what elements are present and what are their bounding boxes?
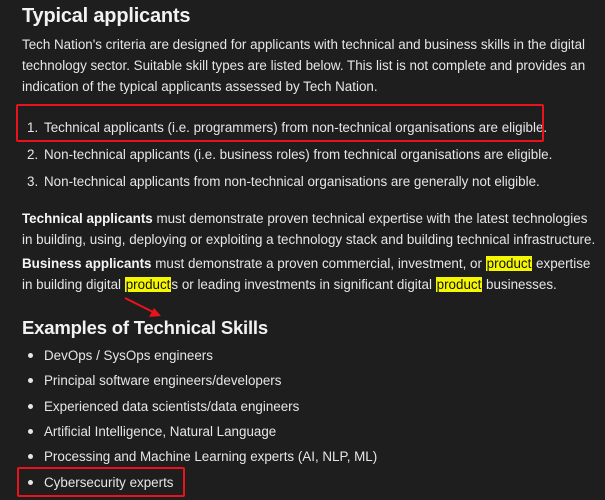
bullet-icon [28, 353, 33, 358]
list-item [28, 394, 377, 419]
list-item [28, 444, 377, 469]
list-item [27, 168, 552, 195]
list-item [28, 343, 377, 368]
annotation-box-technical-applicants [16, 104, 544, 142]
bullet-icon [28, 404, 33, 409]
intro-paragraph: Tech Nation's criteria are designed for applicants with technical and business skills in the digital technology sector. Suitable skill types are listed below. This list is not complete and provides an indication of the typical applicants assessed by Tech Nation. [22, 37, 586, 94]
business-text-part: must demonstrate a proven commercial, investment, or [151, 256, 486, 271]
typical-applicants-heading: Typical applicants [22, 5, 191, 27]
highlighted-word: product [436, 277, 482, 292]
business-applicants-paragraph [22, 253, 597, 295]
list-item-text: DevOps / SysOps engineers [44, 348, 213, 364]
bullet-icon [28, 454, 33, 459]
list-number: 1. [27, 120, 39, 135]
list-item [28, 419, 377, 444]
list-item [27, 141, 552, 168]
list-item-text: Principal software engineers/developers [44, 373, 282, 389]
business-text-part: s or leading investments in significant digital [171, 277, 436, 292]
technical-applicants-paragraph [22, 208, 597, 250]
list-item-text: Technical applicants (i.e. programmers) from non-technical organisations are eligible. [44, 120, 548, 135]
business-text-part: businesses. [482, 277, 557, 292]
list-item-text: Non-technical applicants from non-technical organisations are generally not eligible. [44, 174, 540, 189]
list-item-text: Cybersecurity experts [44, 474, 174, 490]
business-text-part: expertise in building digital [22, 256, 591, 292]
bullet-icon [28, 429, 33, 434]
list-item [28, 368, 377, 393]
list-item-text: Artificial Intelligence, Natural Language [44, 424, 277, 440]
business-applicants-bold: Business applicants [22, 256, 152, 271]
list-number: 2. [27, 147, 39, 162]
highlighted-word: product [486, 256, 532, 271]
highlighted-word: product [125, 277, 171, 292]
bullet-icon [28, 378, 33, 383]
list-item-text: Non-technical applicants (i.e. business roles) from technical organisations are eligible. [44, 147, 553, 162]
list-item-text: Experienced data scientists/data engineers [44, 398, 300, 414]
list-number: 3. [27, 174, 39, 189]
technical-applicants-text: must demonstrate proven technical expertise with the latest technologies in building, using, deploying or exploiting a technology stack and building technical infrastructure. [22, 211, 596, 247]
examples-heading: Examples of Technical Skills [22, 317, 268, 338]
list-item-text: Processing and Machine Learning experts (AI, NLP, ML) [44, 449, 378, 465]
annotation-box-cybersecurity [17, 467, 185, 497]
technical-applicants-bold: Technical applicants [22, 211, 153, 226]
